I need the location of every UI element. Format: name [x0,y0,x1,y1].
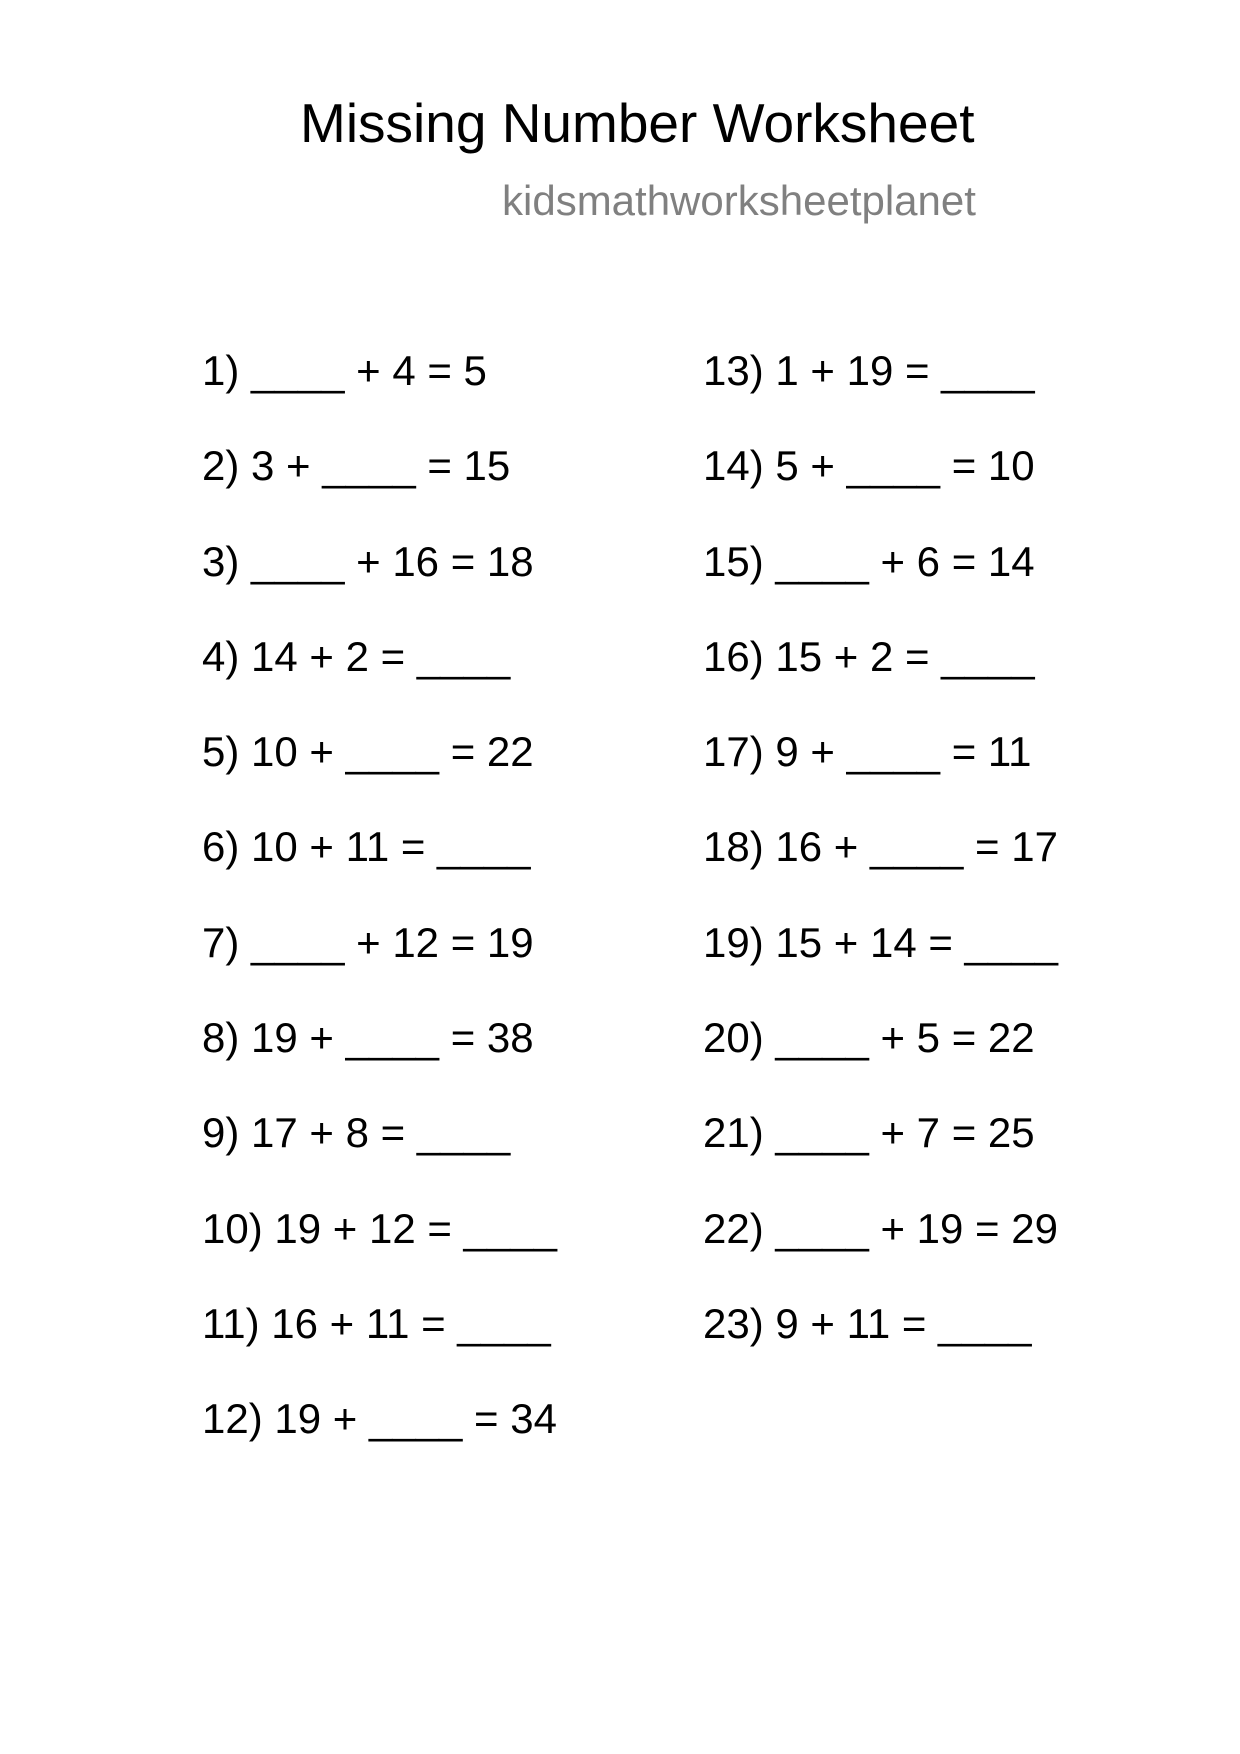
problem-8: 8) 19 + ____ = 38 [202,1014,534,1062]
worksheet-subtitle: kidsmathworksheetplanet [502,177,976,224]
worksheet-title: Missing Number Worksheet [300,92,975,154]
problem-18: 18) 16 + ____ = 17 [703,823,1058,871]
problem-1: 1) ____ + 4 = 5 [202,347,487,394]
problem-21: 21) ____ + 7 = 25 [703,1109,1035,1157]
problems-left-column [202,347,557,1494]
problem-10: 10) 19 + 12 = ____ [202,1204,557,1252]
problem-4: 4) 14 + 2 = ____ [202,632,511,680]
problem-19: 19) 15 + 14 = ____ [703,918,1058,966]
problems-right-column [703,347,1058,1398]
problem-17: 17) 9 + ____ = 11 [703,728,1032,776]
problem-16: 16) 15 + 2 = ____ [703,632,1035,680]
problem-12: 12) 19 + ____ = 34 [202,1395,557,1443]
problem-15: 15) ____ + 6 = 14 [703,537,1035,585]
problem-2: 2) 3 + ____ = 15 [202,442,511,490]
problem-14: 14) 5 + ____ = 10 [703,442,1035,490]
problem-7: 7) ____ + 12 = 19 [202,918,534,966]
problem-9: 9) 17 + 8 = ____ [202,1109,511,1157]
problem-20: 20) ____ + 5 = 22 [703,1014,1035,1062]
problem-3: 3) ____ + 16 = 18 [202,537,534,585]
problem-6: 6) 10 + 11 = ____ [202,823,531,871]
problem-13: 13) 1 + 19 = ____ [703,347,1035,394]
problem-5: 5) 10 + ____ = 22 [202,728,534,776]
problem-23: 23) 9 + 11 = ____ [703,1299,1032,1347]
problem-22: 22) ____ + 19 = 29 [703,1204,1058,1252]
problem-11: 11) 16 + 11 = ____ [202,1299,551,1347]
